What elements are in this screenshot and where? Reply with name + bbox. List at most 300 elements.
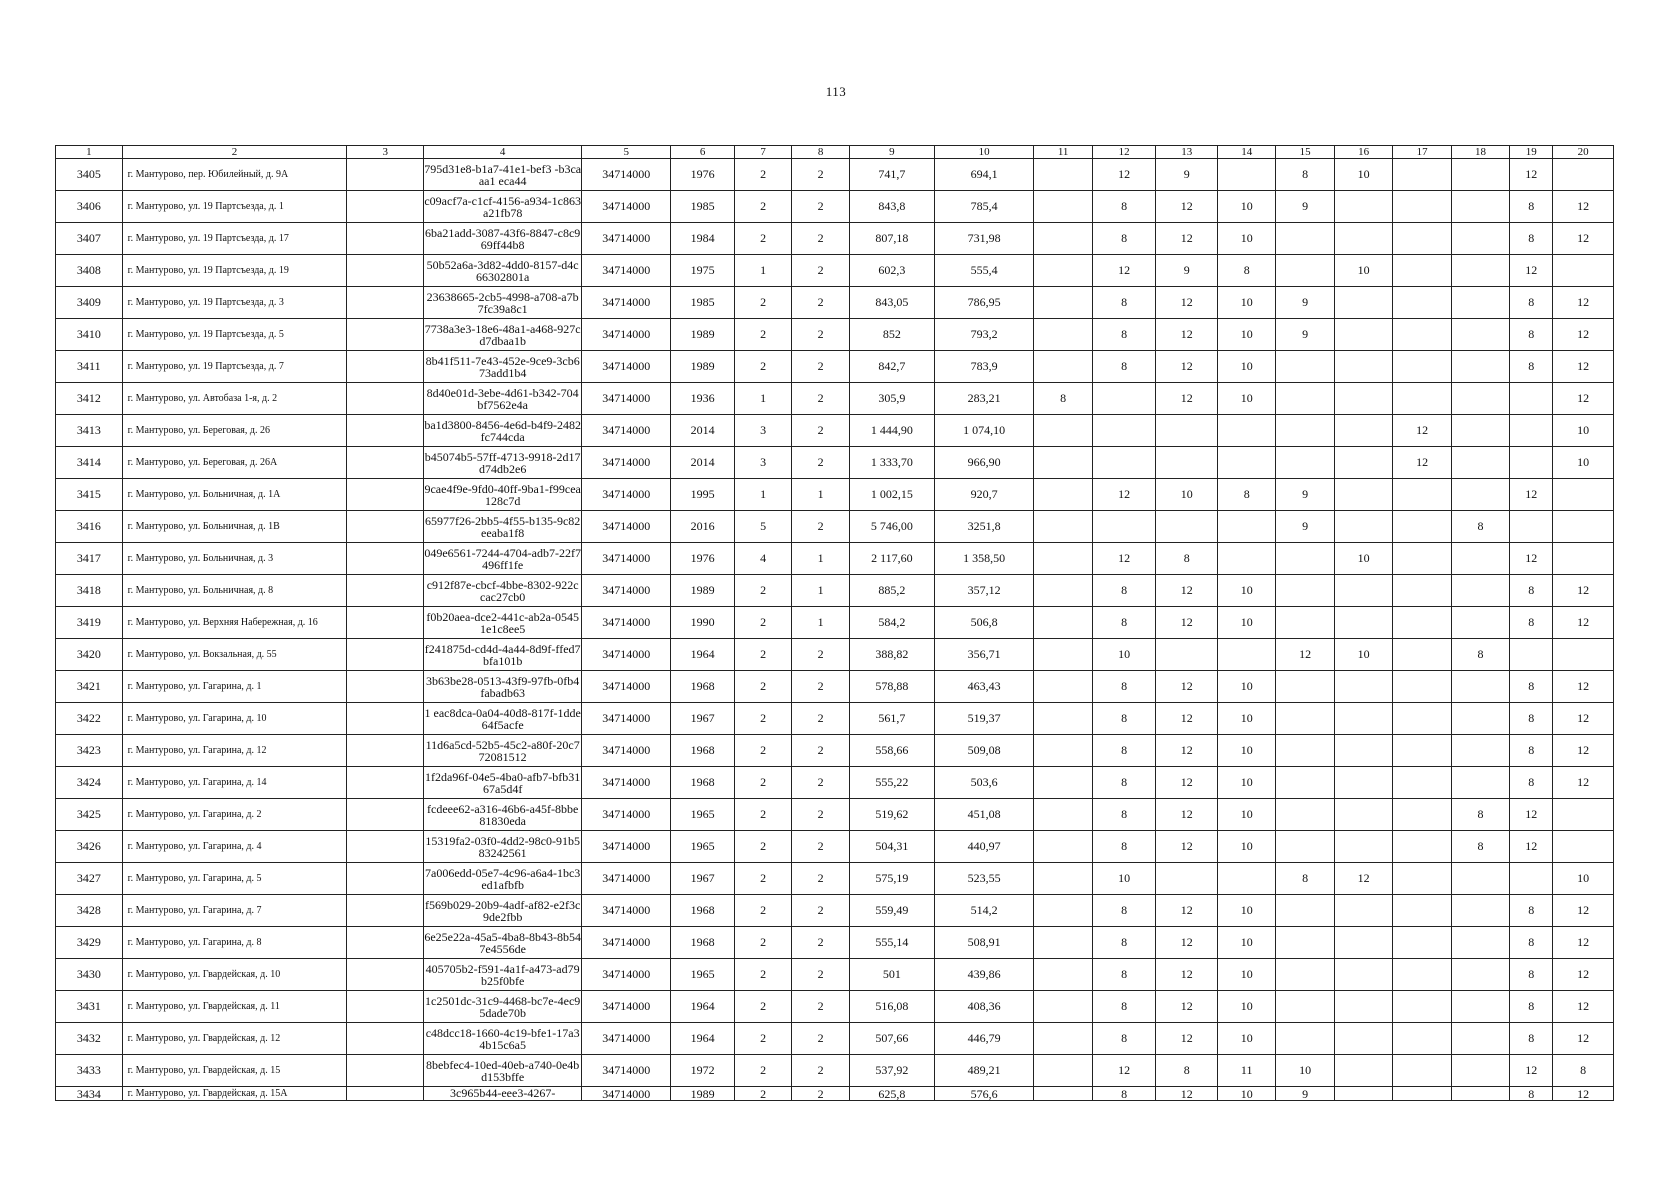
value-cell-col-12: 8 bbox=[1092, 831, 1156, 863]
table-row bbox=[56, 383, 1614, 415]
row-number: 3411 bbox=[56, 351, 123, 383]
living-area-cell: 408,36 bbox=[934, 991, 1033, 1023]
value-cell-col-13: 12 bbox=[1156, 703, 1218, 735]
value-cell-col-14: 8 bbox=[1217, 255, 1275, 287]
oktmo-cell: 34714000 bbox=[582, 863, 671, 895]
value-cell-col-19 bbox=[1510, 639, 1553, 671]
guid-cell: 11d6a5cd-52b5-45c2-a80f-20c772081512 bbox=[424, 735, 582, 767]
entrances-cell: 2 bbox=[792, 863, 849, 895]
blank-cell bbox=[347, 607, 424, 639]
guid-cell: ba1d3800-8456-4e6d-b4f9-2482fc744cda bbox=[424, 415, 582, 447]
year-cell: 1968 bbox=[671, 895, 735, 927]
guid-cell: 15319fa2-03f0-4dd2-98c0-91b583242561 bbox=[424, 831, 582, 863]
guid-cell: 9cae4f9e-9fd0-40ff-9ba1-f99cea128c7d bbox=[424, 479, 582, 511]
value-cell-col-18 bbox=[1451, 319, 1509, 351]
value-cell-col-17 bbox=[1393, 479, 1451, 511]
total-area-cell: 559,49 bbox=[849, 895, 934, 927]
value-cell-col-19: 8 bbox=[1510, 1023, 1553, 1055]
row-number: 3422 bbox=[56, 703, 123, 735]
total-area-cell: 741,7 bbox=[849, 159, 934, 191]
value-cell-col-13 bbox=[1156, 511, 1218, 543]
value-cell-col-13: 12 bbox=[1156, 319, 1218, 351]
floors-cell: 5 bbox=[734, 511, 791, 543]
living-area-cell: 519,37 bbox=[934, 703, 1033, 735]
value-cell-col-15: 8 bbox=[1276, 159, 1334, 191]
value-cell-col-18 bbox=[1451, 991, 1509, 1023]
value-cell-col-14: 10 bbox=[1217, 767, 1275, 799]
value-cell-col-15: 10 bbox=[1276, 1055, 1334, 1087]
living-area-cell: 508,91 bbox=[934, 927, 1033, 959]
column-header-6: 6 bbox=[671, 146, 735, 159]
total-area-cell: 555,22 bbox=[849, 767, 934, 799]
entrances-cell: 2 bbox=[792, 511, 849, 543]
value-cell-col-11: 8 bbox=[1034, 383, 1092, 415]
value-cell-col-16 bbox=[1334, 927, 1392, 959]
year-cell: 1976 bbox=[671, 159, 735, 191]
address-cell: г. Мантурово, ул. 19 Партсъезда, д. 1 bbox=[122, 191, 347, 223]
oktmo-cell: 34714000 bbox=[582, 1087, 671, 1101]
value-cell-col-11 bbox=[1034, 415, 1092, 447]
value-cell-col-20: 10 bbox=[1553, 447, 1614, 479]
entrances-cell: 2 bbox=[792, 799, 849, 831]
oktmo-cell: 34714000 bbox=[582, 735, 671, 767]
blank-cell bbox=[347, 639, 424, 671]
value-cell-col-19: 8 bbox=[1510, 575, 1553, 607]
total-area-cell: 516,08 bbox=[849, 991, 934, 1023]
floors-cell: 2 bbox=[734, 351, 791, 383]
value-cell-col-11 bbox=[1034, 223, 1092, 255]
value-cell-col-15: 9 bbox=[1276, 191, 1334, 223]
guid-cell: fcdeee62-a316-46b6-a45f-8bbe81830eda bbox=[424, 799, 582, 831]
year-cell: 1967 bbox=[671, 863, 735, 895]
value-cell-col-17 bbox=[1393, 511, 1451, 543]
value-cell-col-19: 12 bbox=[1510, 1055, 1553, 1087]
row-number: 3417 bbox=[56, 543, 123, 575]
table-row bbox=[56, 735, 1614, 767]
oktmo-cell: 34714000 bbox=[582, 159, 671, 191]
value-cell-col-11 bbox=[1034, 863, 1092, 895]
living-area-cell: 440,97 bbox=[934, 831, 1033, 863]
value-cell-col-15 bbox=[1276, 991, 1334, 1023]
value-cell-col-14 bbox=[1217, 863, 1275, 895]
living-area-cell: 446,79 bbox=[934, 1023, 1033, 1055]
value-cell-col-17 bbox=[1393, 735, 1451, 767]
address-cell: г. Мантурово, ул. Гвардейская, д. 11 bbox=[122, 991, 347, 1023]
value-cell-col-16 bbox=[1334, 671, 1392, 703]
address-cell: г. Мантурово, ул. 19 Партсъезда, д. 19 bbox=[122, 255, 347, 287]
value-cell-col-15 bbox=[1276, 799, 1334, 831]
value-cell-col-12: 8 bbox=[1092, 895, 1156, 927]
total-area-cell: 537,92 bbox=[849, 1055, 934, 1087]
value-cell-col-16: 10 bbox=[1334, 159, 1392, 191]
value-cell-col-17 bbox=[1393, 767, 1451, 799]
year-cell: 1964 bbox=[671, 639, 735, 671]
living-area-cell: 783,9 bbox=[934, 351, 1033, 383]
value-cell-col-18 bbox=[1451, 703, 1509, 735]
value-cell-col-12: 8 bbox=[1092, 319, 1156, 351]
column-header-13: 13 bbox=[1156, 146, 1218, 159]
year-cell: 1989 bbox=[671, 575, 735, 607]
value-cell-col-17: 12 bbox=[1393, 415, 1451, 447]
value-cell-col-19: 8 bbox=[1510, 319, 1553, 351]
value-cell-col-20 bbox=[1553, 479, 1614, 511]
value-cell-col-20: 12 bbox=[1553, 575, 1614, 607]
value-cell-col-11 bbox=[1034, 607, 1092, 639]
floors-cell: 2 bbox=[734, 319, 791, 351]
row-number: 3428 bbox=[56, 895, 123, 927]
floors-cell: 3 bbox=[734, 447, 791, 479]
value-cell-col-16 bbox=[1334, 575, 1392, 607]
column-header-9: 9 bbox=[849, 146, 934, 159]
value-cell-col-15 bbox=[1276, 607, 1334, 639]
column-header-14: 14 bbox=[1217, 146, 1275, 159]
row-number: 3429 bbox=[56, 927, 123, 959]
value-cell-col-18: 8 bbox=[1451, 511, 1509, 543]
year-cell: 1989 bbox=[671, 1087, 735, 1101]
total-area-cell: 1 002,15 bbox=[849, 479, 934, 511]
row-number: 3419 bbox=[56, 607, 123, 639]
value-cell-col-17 bbox=[1393, 319, 1451, 351]
value-cell-col-12 bbox=[1092, 383, 1156, 415]
value-cell-col-20 bbox=[1553, 255, 1614, 287]
table-row bbox=[56, 223, 1614, 255]
value-cell-col-11 bbox=[1034, 543, 1092, 575]
value-cell-col-15: 9 bbox=[1276, 287, 1334, 319]
value-cell-col-12: 8 bbox=[1092, 799, 1156, 831]
value-cell-col-16 bbox=[1334, 607, 1392, 639]
blank-cell bbox=[347, 479, 424, 511]
value-cell-col-12 bbox=[1092, 415, 1156, 447]
living-area-cell: 503,6 bbox=[934, 767, 1033, 799]
value-cell-col-19: 8 bbox=[1510, 735, 1553, 767]
value-cell-col-20 bbox=[1553, 543, 1614, 575]
header-row bbox=[56, 146, 1614, 159]
row-number: 3409 bbox=[56, 287, 123, 319]
value-cell-col-14: 10 bbox=[1217, 895, 1275, 927]
value-cell-col-17 bbox=[1393, 703, 1451, 735]
value-cell-col-17 bbox=[1393, 223, 1451, 255]
entrances-cell: 2 bbox=[792, 319, 849, 351]
value-cell-col-18 bbox=[1451, 1023, 1509, 1055]
value-cell-col-11 bbox=[1034, 287, 1092, 319]
value-cell-col-20: 12 bbox=[1553, 1023, 1614, 1055]
value-cell-col-16: 12 bbox=[1334, 863, 1392, 895]
oktmo-cell: 34714000 bbox=[582, 223, 671, 255]
total-area-cell: 584,2 bbox=[849, 607, 934, 639]
row-number: 3432 bbox=[56, 1023, 123, 1055]
oktmo-cell: 34714000 bbox=[582, 767, 671, 799]
value-cell-col-19: 12 bbox=[1510, 479, 1553, 511]
column-header-20: 20 bbox=[1553, 146, 1614, 159]
value-cell-col-19: 8 bbox=[1510, 191, 1553, 223]
value-cell-col-16 bbox=[1334, 991, 1392, 1023]
value-cell-col-16 bbox=[1334, 799, 1392, 831]
value-cell-col-13: 8 bbox=[1156, 1055, 1218, 1087]
value-cell-col-20: 12 bbox=[1553, 1087, 1614, 1101]
floors-cell: 2 bbox=[734, 607, 791, 639]
guid-cell: 8d40e01d-3ebe-4d61-b342-704bf7562e4a bbox=[424, 383, 582, 415]
value-cell-col-13 bbox=[1156, 863, 1218, 895]
value-cell-col-20: 12 bbox=[1553, 895, 1614, 927]
value-cell-col-20: 12 bbox=[1553, 703, 1614, 735]
row-number: 3427 bbox=[56, 863, 123, 895]
table-row bbox=[56, 703, 1614, 735]
value-cell-col-20: 8 bbox=[1553, 1055, 1614, 1087]
guid-cell: 6e25e22a-45a5-4ba8-8b43-8b547e4556de bbox=[424, 927, 582, 959]
oktmo-cell: 34714000 bbox=[582, 1055, 671, 1087]
year-cell: 1972 bbox=[671, 1055, 735, 1087]
oktmo-cell: 34714000 bbox=[582, 287, 671, 319]
entrances-cell: 2 bbox=[792, 255, 849, 287]
value-cell-col-16 bbox=[1334, 703, 1392, 735]
total-area-cell: 5 746,00 bbox=[849, 511, 934, 543]
value-cell-col-19: 8 bbox=[1510, 607, 1553, 639]
value-cell-col-16 bbox=[1334, 1023, 1392, 1055]
value-cell-col-12: 8 bbox=[1092, 575, 1156, 607]
value-cell-col-17 bbox=[1393, 991, 1451, 1023]
column-header-7: 7 bbox=[734, 146, 791, 159]
address-cell: г. Мантурово, ул. Гагарина, д. 8 bbox=[122, 927, 347, 959]
guid-cell: 405705b2-f591-4a1f-a473-ad79b25f0bfe bbox=[424, 959, 582, 991]
value-cell-col-18 bbox=[1451, 447, 1509, 479]
living-area-cell: 356,71 bbox=[934, 639, 1033, 671]
value-cell-col-19: 8 bbox=[1510, 991, 1553, 1023]
guid-cell: c09acf7a-c1cf-4156-a934-1c863a21fb78 bbox=[424, 191, 582, 223]
value-cell-col-19: 12 bbox=[1510, 159, 1553, 191]
value-cell-col-14 bbox=[1217, 415, 1275, 447]
value-cell-col-18 bbox=[1451, 671, 1509, 703]
oktmo-cell: 34714000 bbox=[582, 639, 671, 671]
blank-cell bbox=[347, 735, 424, 767]
value-cell-col-15 bbox=[1276, 543, 1334, 575]
value-cell-col-11 bbox=[1034, 991, 1092, 1023]
value-cell-col-20: 10 bbox=[1553, 863, 1614, 895]
entrances-cell: 1 bbox=[792, 575, 849, 607]
value-cell-col-17 bbox=[1393, 1087, 1451, 1101]
value-cell-col-15 bbox=[1276, 831, 1334, 863]
floors-cell: 2 bbox=[734, 639, 791, 671]
floors-cell: 2 bbox=[734, 831, 791, 863]
row-number: 3430 bbox=[56, 959, 123, 991]
address-cell: г. Мантурово, ул. Больничная, д. 1А bbox=[122, 479, 347, 511]
value-cell-col-12: 8 bbox=[1092, 223, 1156, 255]
value-cell-col-11 bbox=[1034, 735, 1092, 767]
value-cell-col-20: 10 bbox=[1553, 415, 1614, 447]
total-area-cell: 501 bbox=[849, 959, 934, 991]
table-row bbox=[56, 639, 1614, 671]
value-cell-col-14: 10 bbox=[1217, 223, 1275, 255]
column-header-15: 15 bbox=[1276, 146, 1334, 159]
blank-cell bbox=[347, 191, 424, 223]
address-cell: г. Мантурово, ул. 19 Партсъезда, д. 7 bbox=[122, 351, 347, 383]
column-header-18: 18 bbox=[1451, 146, 1509, 159]
address-cell: г. Мантурово, ул. Гвардейская, д. 10 bbox=[122, 959, 347, 991]
value-cell-col-17 bbox=[1393, 927, 1451, 959]
guid-cell: f569b029-20b9-4adf-af82-e2f3c9de2fbb bbox=[424, 895, 582, 927]
blank-cell bbox=[347, 703, 424, 735]
value-cell-col-13: 12 bbox=[1156, 1087, 1218, 1101]
address-cell: г. Мантурово, ул. Больничная, д. 8 bbox=[122, 575, 347, 607]
guid-cell: b45074b5-57ff-4713-9918-2d17d74db2e6 bbox=[424, 447, 582, 479]
oktmo-cell: 34714000 bbox=[582, 927, 671, 959]
row-number: 3414 bbox=[56, 447, 123, 479]
address-cell: г. Мантурово, ул. Береговая, д. 26 bbox=[122, 415, 347, 447]
blank-cell bbox=[347, 1055, 424, 1087]
address-cell: г. Мантурово, ул. 19 Партсъезда, д. 5 bbox=[122, 319, 347, 351]
address-cell: г. Мантурово, ул. 19 Партсъезда, д. 3 bbox=[122, 287, 347, 319]
value-cell-col-15 bbox=[1276, 255, 1334, 287]
table-row bbox=[56, 575, 1614, 607]
value-cell-col-17 bbox=[1393, 383, 1451, 415]
value-cell-col-17 bbox=[1393, 639, 1451, 671]
value-cell-col-20: 12 bbox=[1553, 383, 1614, 415]
row-number: 3434 bbox=[56, 1087, 123, 1101]
year-cell: 1965 bbox=[671, 959, 735, 991]
address-cell: г. Мантурово, ул. Гагарина, д. 10 bbox=[122, 703, 347, 735]
value-cell-col-13: 12 bbox=[1156, 671, 1218, 703]
value-cell-col-17 bbox=[1393, 351, 1451, 383]
total-area-cell: 519,62 bbox=[849, 799, 934, 831]
blank-cell bbox=[347, 447, 424, 479]
value-cell-col-20 bbox=[1553, 511, 1614, 543]
column-header-19: 19 bbox=[1510, 146, 1553, 159]
value-cell-col-17 bbox=[1393, 575, 1451, 607]
value-cell-col-14 bbox=[1217, 543, 1275, 575]
value-cell-col-15 bbox=[1276, 1023, 1334, 1055]
column-header-2: 2 bbox=[122, 146, 347, 159]
total-area-cell: 305,9 bbox=[849, 383, 934, 415]
total-area-cell: 842,7 bbox=[849, 351, 934, 383]
address-cell: г. Мантурово, ул. Больничная, д. 3 bbox=[122, 543, 347, 575]
value-cell-col-14 bbox=[1217, 447, 1275, 479]
value-cell-col-18 bbox=[1451, 863, 1509, 895]
blank-cell bbox=[347, 223, 424, 255]
year-cell: 1936 bbox=[671, 383, 735, 415]
value-cell-col-15: 9 bbox=[1276, 319, 1334, 351]
entrances-cell: 1 bbox=[792, 479, 849, 511]
value-cell-col-14: 11 bbox=[1217, 1055, 1275, 1087]
value-cell-col-14: 10 bbox=[1217, 191, 1275, 223]
year-cell: 1989 bbox=[671, 351, 735, 383]
living-area-cell: 357,12 bbox=[934, 575, 1033, 607]
value-cell-col-12: 8 bbox=[1092, 191, 1156, 223]
blank-cell bbox=[347, 1023, 424, 1055]
value-cell-col-15 bbox=[1276, 959, 1334, 991]
value-cell-col-14: 10 bbox=[1217, 927, 1275, 959]
value-cell-col-13: 12 bbox=[1156, 735, 1218, 767]
living-area-cell: 920,7 bbox=[934, 479, 1033, 511]
oktmo-cell: 34714000 bbox=[582, 959, 671, 991]
table-row bbox=[56, 255, 1614, 287]
oktmo-cell: 34714000 bbox=[582, 415, 671, 447]
total-area-cell: 843,05 bbox=[849, 287, 934, 319]
value-cell-col-16 bbox=[1334, 831, 1392, 863]
guid-cell: 1f2da96f-04e5-4ba0-afb7-bfb3167a5d4f bbox=[424, 767, 582, 799]
oktmo-cell: 34714000 bbox=[582, 255, 671, 287]
value-cell-col-12 bbox=[1092, 511, 1156, 543]
value-cell-col-13: 12 bbox=[1156, 831, 1218, 863]
living-area-cell: 283,21 bbox=[934, 383, 1033, 415]
value-cell-col-17 bbox=[1393, 1023, 1451, 1055]
row-number: 3421 bbox=[56, 671, 123, 703]
value-cell-col-12: 8 bbox=[1092, 287, 1156, 319]
floors-cell: 2 bbox=[734, 671, 791, 703]
table-row bbox=[56, 511, 1614, 543]
total-area-cell: 558,66 bbox=[849, 735, 934, 767]
guid-cell: 8bebfec4-10ed-40eb-a740-0e4bd153bffe bbox=[424, 1055, 582, 1087]
year-cell: 1995 bbox=[671, 479, 735, 511]
living-area-cell: 786,95 bbox=[934, 287, 1033, 319]
value-cell-col-18 bbox=[1451, 1055, 1509, 1087]
guid-cell: 50b52a6a-3d82-4dd0-8157-d4c66302801a bbox=[424, 255, 582, 287]
value-cell-col-19 bbox=[1510, 447, 1553, 479]
value-cell-col-19: 8 bbox=[1510, 351, 1553, 383]
value-cell-col-14 bbox=[1217, 159, 1275, 191]
blank-cell bbox=[347, 287, 424, 319]
oktmo-cell: 34714000 bbox=[582, 191, 671, 223]
value-cell-col-15 bbox=[1276, 351, 1334, 383]
living-area-cell: 731,98 bbox=[934, 223, 1033, 255]
floors-cell: 2 bbox=[734, 575, 791, 607]
table-row bbox=[56, 799, 1614, 831]
blank-cell bbox=[347, 959, 424, 991]
value-cell-col-19: 8 bbox=[1510, 223, 1553, 255]
value-cell-col-13: 12 bbox=[1156, 575, 1218, 607]
entrances-cell: 1 bbox=[792, 607, 849, 639]
value-cell-col-15 bbox=[1276, 575, 1334, 607]
value-cell-col-13: 9 bbox=[1156, 255, 1218, 287]
value-cell-col-14: 10 bbox=[1217, 799, 1275, 831]
table-row bbox=[56, 927, 1614, 959]
table-row bbox=[56, 191, 1614, 223]
entrances-cell: 2 bbox=[792, 159, 849, 191]
guid-cell: 23638665-2cb5-4998-a708-a7b7fc39a8c1 bbox=[424, 287, 582, 319]
guid-cell: 7738a3e3-18e6-48a1-a468-927cd7dbaa1b bbox=[424, 319, 582, 351]
blank-cell bbox=[347, 319, 424, 351]
value-cell-col-11 bbox=[1034, 511, 1092, 543]
entrances-cell: 2 bbox=[792, 415, 849, 447]
table-row bbox=[56, 287, 1614, 319]
value-cell-col-20: 12 bbox=[1553, 287, 1614, 319]
value-cell-col-13: 12 bbox=[1156, 927, 1218, 959]
value-cell-col-11 bbox=[1034, 447, 1092, 479]
value-cell-col-13 bbox=[1156, 415, 1218, 447]
entrances-cell: 2 bbox=[792, 1023, 849, 1055]
address-cell: г. Мантурово, ул. Верхняя Набережная, д. 16 bbox=[122, 607, 347, 639]
value-cell-col-12: 8 bbox=[1092, 991, 1156, 1023]
value-cell-col-11 bbox=[1034, 575, 1092, 607]
year-cell: 1975 bbox=[671, 255, 735, 287]
living-area-cell: 506,8 bbox=[934, 607, 1033, 639]
value-cell-col-17 bbox=[1393, 1055, 1451, 1087]
entrances-cell: 2 bbox=[792, 447, 849, 479]
table-row bbox=[56, 959, 1614, 991]
value-cell-col-14: 10 bbox=[1217, 351, 1275, 383]
value-cell-col-13: 12 bbox=[1156, 383, 1218, 415]
value-cell-col-15 bbox=[1276, 415, 1334, 447]
value-cell-col-20 bbox=[1553, 831, 1614, 863]
address-cell: г. Мантурово, ул. Гагарина, д. 5 bbox=[122, 863, 347, 895]
value-cell-col-13 bbox=[1156, 447, 1218, 479]
value-cell-col-15: 9 bbox=[1276, 1087, 1334, 1101]
value-cell-col-14: 10 bbox=[1217, 1023, 1275, 1055]
living-area-cell: 694,1 bbox=[934, 159, 1033, 191]
total-area-cell: 561,7 bbox=[849, 703, 934, 735]
year-cell: 1976 bbox=[671, 543, 735, 575]
value-cell-col-19: 8 bbox=[1510, 927, 1553, 959]
total-area-cell: 885,2 bbox=[849, 575, 934, 607]
value-cell-col-12: 8 bbox=[1092, 959, 1156, 991]
